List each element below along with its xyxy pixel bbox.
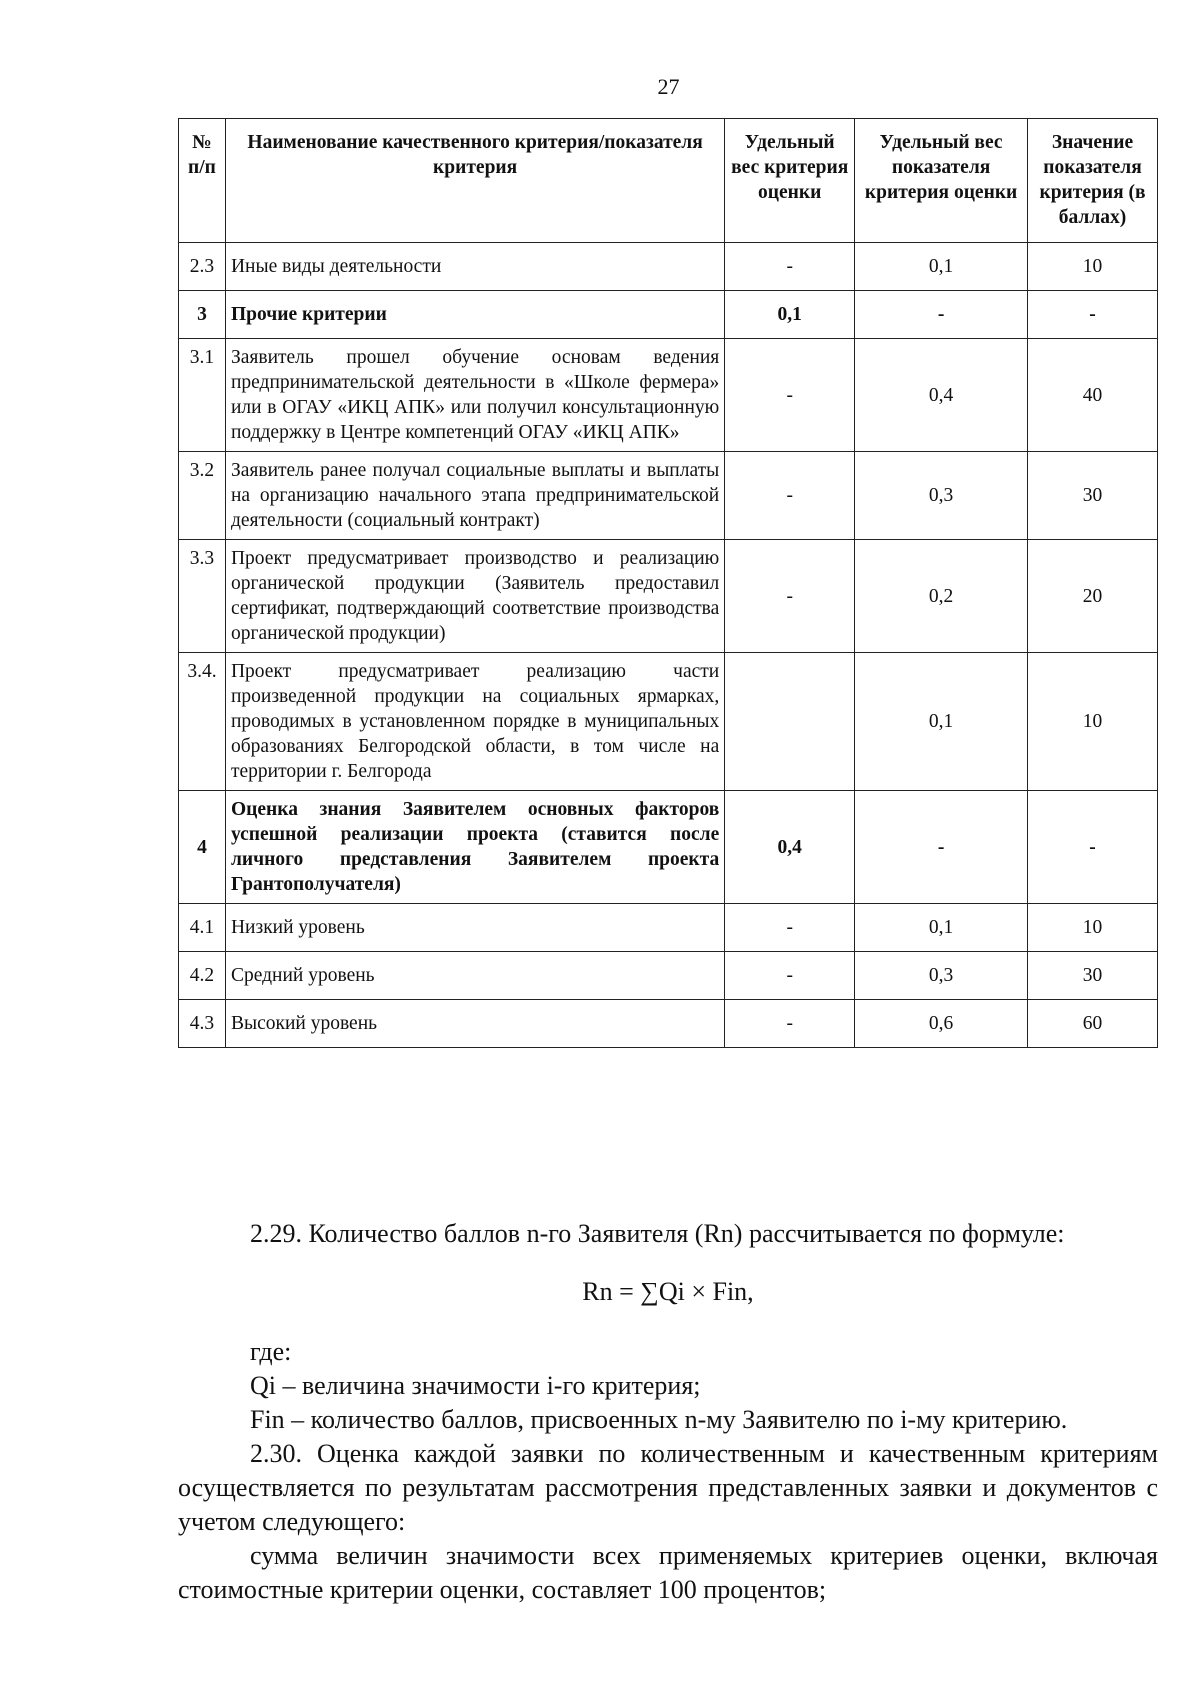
paragraph-2-30: 2.30. Оценка каждой заявки по количественным и качественным критериям осуществляется по результатам рассмотрения представленных заявки и документов с учетом следующего: xyxy=(178,1439,1158,1536)
header-name: Наименование качественного критерия/показателя критерия xyxy=(225,119,724,243)
header-weight-criterion: Удельный вес критерия оценки xyxy=(725,119,855,243)
row-num: 4 xyxy=(179,791,226,904)
row-weight-criterion: 0,1 xyxy=(725,291,855,339)
row-weight-indicator: 0,1 xyxy=(855,904,1028,952)
row-num: 2.3 xyxy=(179,243,226,291)
table-header-row xyxy=(179,119,1158,243)
body-text xyxy=(178,1217,1158,1607)
row-name: Высокий уровень xyxy=(225,1000,724,1048)
row-weight-indicator: - xyxy=(855,291,1028,339)
table-row xyxy=(179,540,1158,653)
row-weight-criterion: - xyxy=(725,243,855,291)
header-weight-indicator: Удельный вес показателя критерия оценки xyxy=(855,119,1028,243)
row-value: - xyxy=(1028,291,1158,339)
row-value: 10 xyxy=(1028,243,1158,291)
row-weight-indicator: 0,6 xyxy=(855,1000,1028,1048)
row-weight-criterion: - xyxy=(725,452,855,540)
row-value: 40 xyxy=(1028,339,1158,452)
row-num: 3.3 xyxy=(179,540,226,653)
row-weight-criterion: - xyxy=(725,952,855,1000)
row-name: Проект предусматривает производство и реализацию органической продукции (Заявитель предоставил сертификат, подтверждающий соответствие производства органической продукции) xyxy=(225,540,724,653)
row-weight-criterion xyxy=(725,653,855,791)
row-weight-criterion: - xyxy=(725,904,855,952)
table-row xyxy=(179,339,1158,452)
row-name: Проект предусматривает реализацию части произведенной продукции на социальных ярмарках, проводимых в установленном порядке в муниципальных образованиях Белгородской области, в том числе на территории г. Белгорода xyxy=(225,653,724,791)
row-name: Заявитель прошел обучение основам ведения предпринимательской деятельности в «Школе фермера» или в ОГАУ «ИКЦ АПК» или получил консультационную поддержку в Центре компетенций ОГАУ «ИКЦ АПК» xyxy=(225,339,724,452)
row-weight-indicator: - xyxy=(855,791,1028,904)
row-weight-indicator: 0,3 xyxy=(855,452,1028,540)
row-weight-criterion: - xyxy=(725,339,855,452)
row-num: 4.1 xyxy=(179,904,226,952)
row-value: 10 xyxy=(1028,653,1158,791)
row-num: 3 xyxy=(179,291,226,339)
row-value: 30 xyxy=(1028,452,1158,540)
row-name: Заявитель ранее получал социальные выплаты и выплаты на организацию начального этапа предпринимательской деятельности (социальный контракт) xyxy=(225,452,724,540)
table-row xyxy=(179,791,1158,904)
formula: Rn = ∑Qi × Fin, xyxy=(582,1277,754,1306)
where-label: где: xyxy=(250,1337,292,1366)
row-weight-criterion: - xyxy=(725,1000,855,1048)
row-value: 60 xyxy=(1028,1000,1158,1048)
row-weight-indicator: 0,2 xyxy=(855,540,1028,653)
row-weight-criterion: - xyxy=(725,540,855,653)
table-row xyxy=(179,243,1158,291)
row-weight-indicator: 0,4 xyxy=(855,339,1028,452)
qi-definition: Qi – величина значимости i-го критерия; xyxy=(250,1371,701,1400)
row-num: 3.2 xyxy=(179,452,226,540)
row-weight-indicator: 0,1 xyxy=(855,653,1028,791)
row-name: Оценка знания Заявителем основных факторов успешной реализации проекта (ставится после личного представления Заявителем проекта Грантополучателя) xyxy=(225,791,724,904)
row-name: Прочие критерии xyxy=(225,291,724,339)
row-value: 30 xyxy=(1028,952,1158,1000)
row-num: 3.4. xyxy=(179,653,226,791)
row-value: 10 xyxy=(1028,904,1158,952)
fin-definition: Fin – количество баллов, присвоенных n-му Заявителю по i-му критерию. xyxy=(250,1405,1068,1434)
table-row xyxy=(179,904,1158,952)
row-num: 4.2 xyxy=(179,952,226,1000)
header-num: № п/п xyxy=(179,119,226,243)
table-row xyxy=(179,653,1158,791)
table-row xyxy=(179,1000,1158,1048)
table-row xyxy=(179,452,1158,540)
row-weight-indicator: 0,3 xyxy=(855,952,1028,1000)
row-num: 4.3 xyxy=(179,1000,226,1048)
row-weight-criterion: 0,4 xyxy=(725,791,855,904)
row-name: Низкий уровень xyxy=(225,904,724,952)
row-name: Иные виды деятельности xyxy=(225,243,724,291)
table-row xyxy=(179,952,1158,1000)
row-weight-indicator: 0,1 xyxy=(855,243,1028,291)
criteria-table xyxy=(178,118,1158,1048)
row-value: - xyxy=(1028,791,1158,904)
paragraph-2-29: 2.29. Количество баллов n-го Заявителя (Rn) рассчитывается по формуле: xyxy=(250,1219,1065,1248)
row-name: Средний уровень xyxy=(225,952,724,1000)
sum-paragraph: сумма величин значимости всех применяемых критериев оценки, включая стоимостные критерии оценки, составляет 100 процентов; xyxy=(178,1541,1158,1604)
row-value: 20 xyxy=(1028,540,1158,653)
row-num: 3.1 xyxy=(179,339,226,452)
page-number: 27 xyxy=(657,74,680,99)
table-row xyxy=(179,291,1158,339)
header-value-points: Значение показателя критерия (в баллах) xyxy=(1028,119,1158,243)
